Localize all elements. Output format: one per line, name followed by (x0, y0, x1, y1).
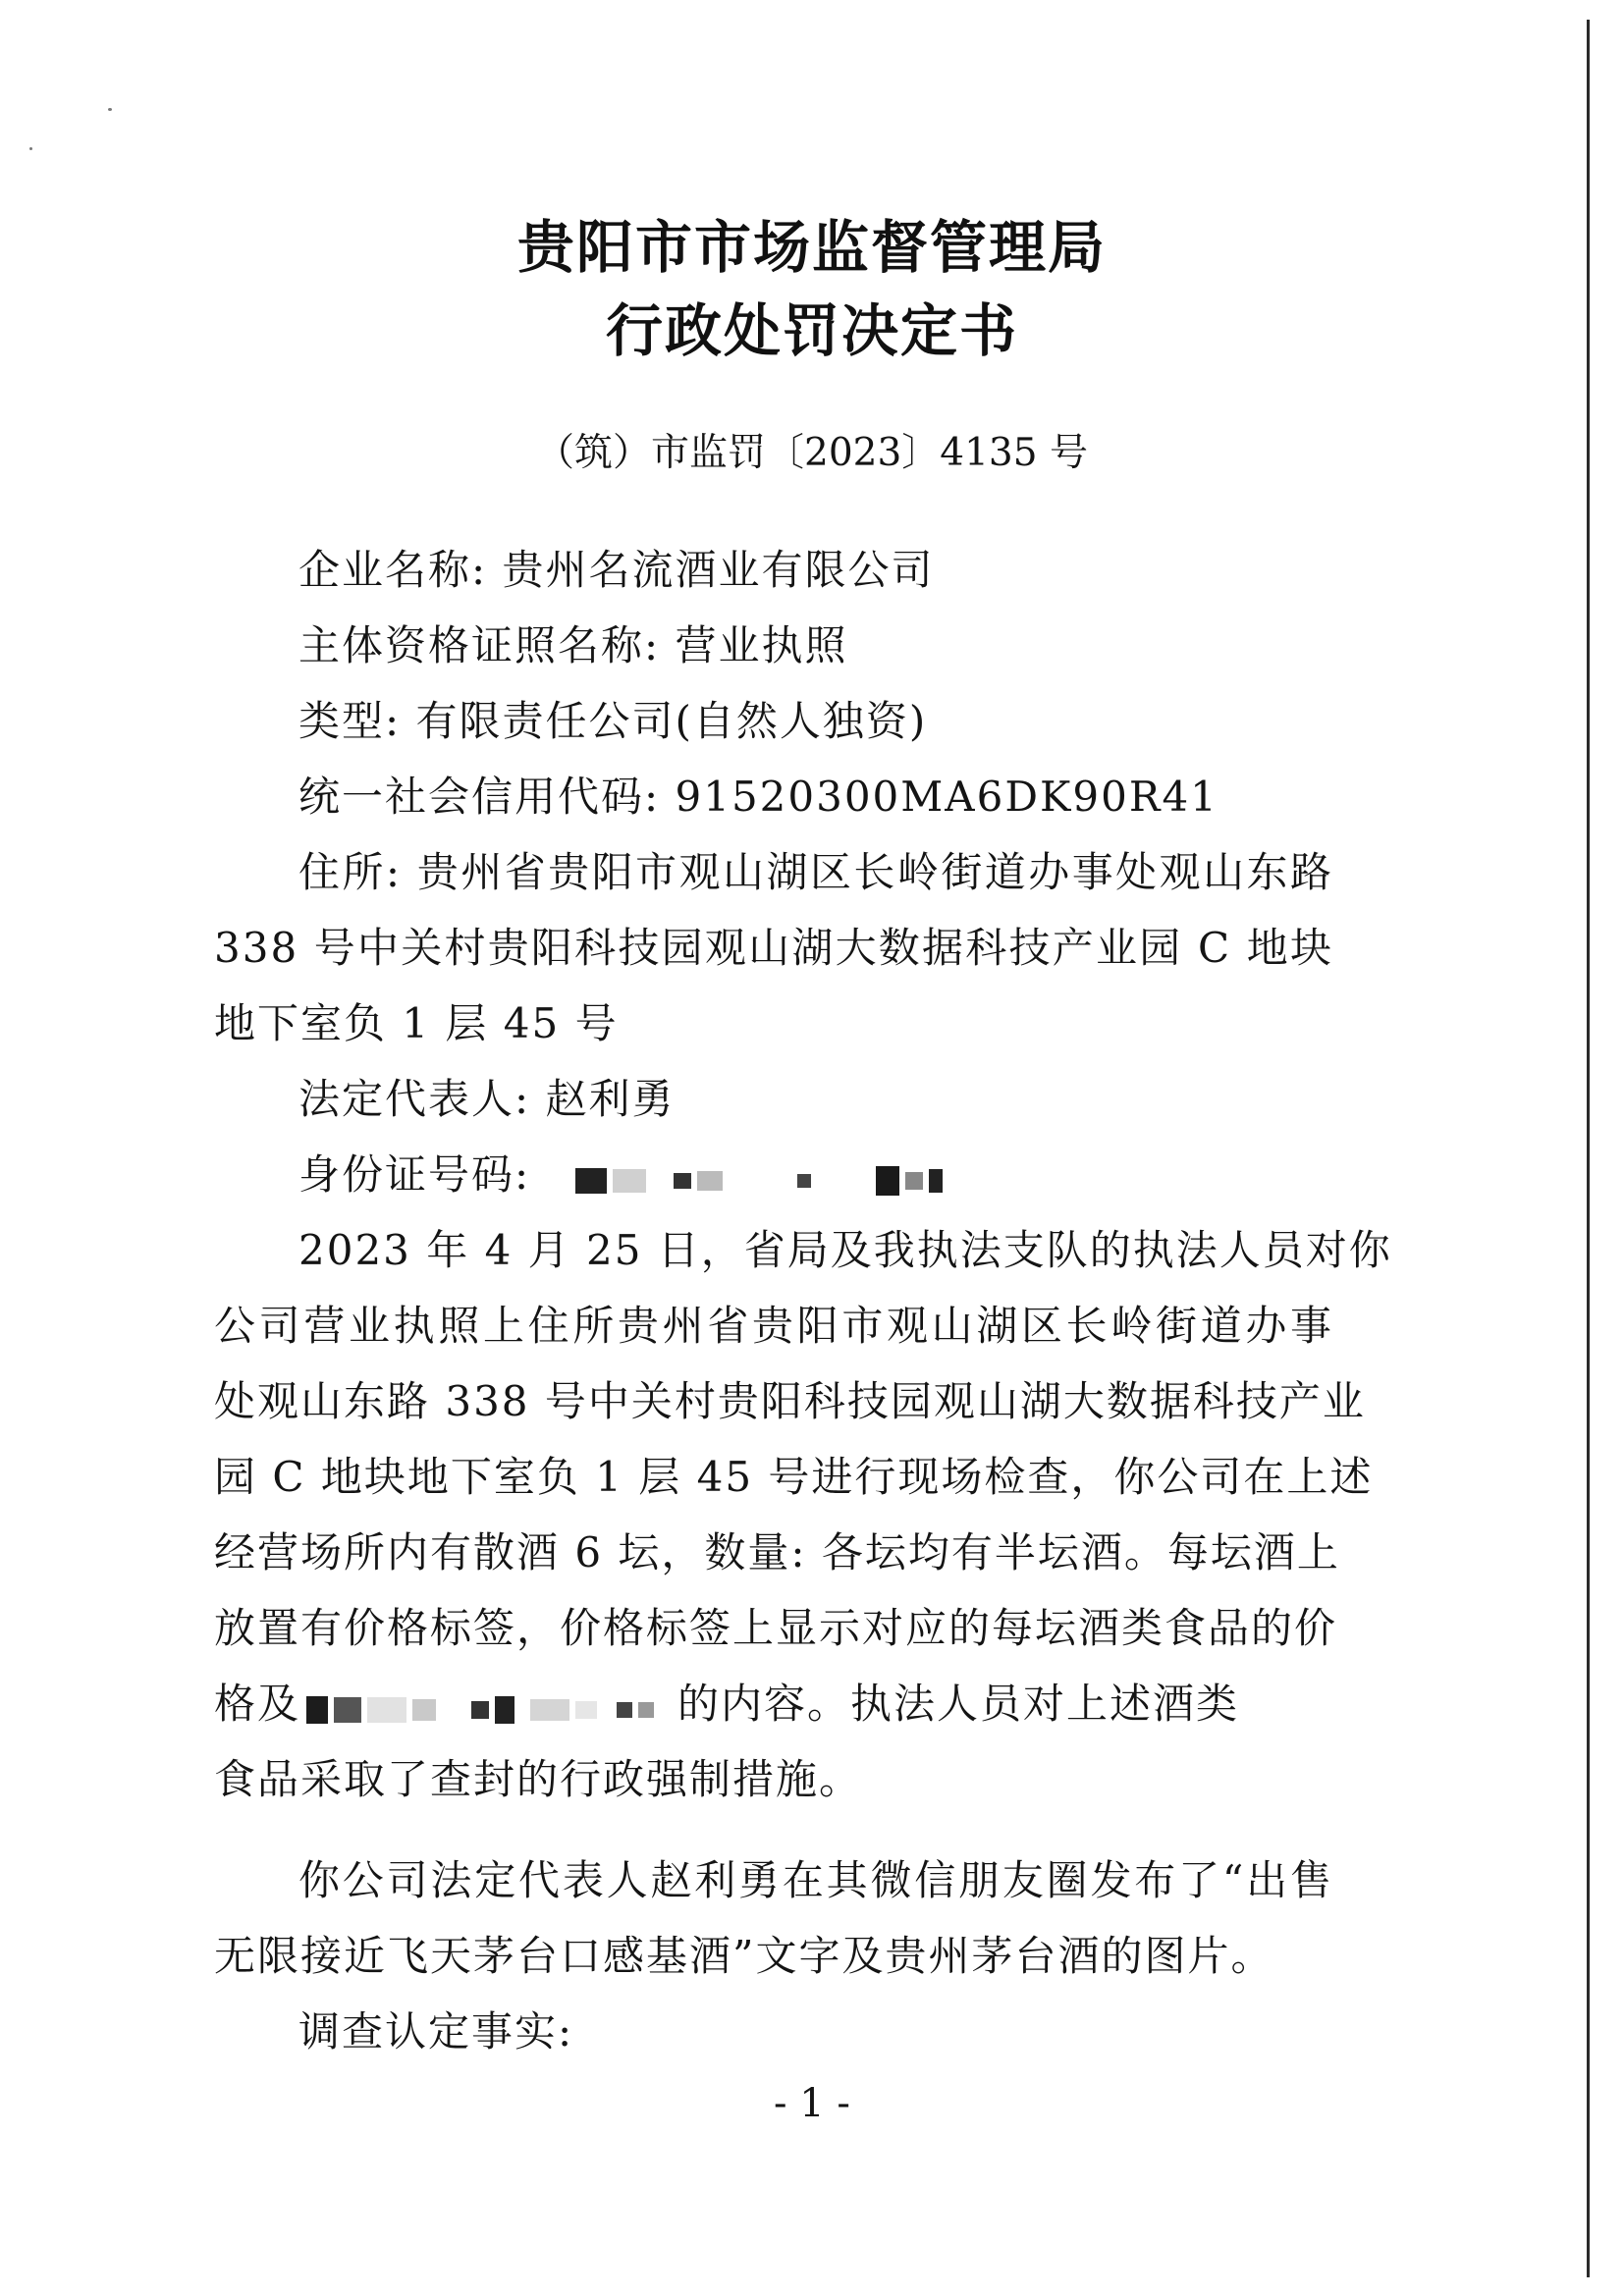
body-line: 经营场所内有散酒 6 坛，数量: 各坛均有半坛酒。每坛酒上 (214, 1528, 1340, 1576)
legal-rep-line: 法定代表人: 赵利勇 (298, 1075, 676, 1123)
price-label-redaction (306, 1682, 660, 1733)
authority-title: 贵阳市市场监督管理局 (516, 214, 1107, 281)
id-number-line (298, 1149, 1333, 1203)
body-text: 格及 (214, 1680, 301, 1728)
section-heading: 调查认定事实: (298, 2007, 574, 2056)
body-line: 园 C 地块地下室负 1 层 45 号进行现场检查，你公司在上述 (214, 1453, 1374, 1501)
body-line: 处观山东路 338 号中关村贵阳科技园观山湖大数据科技产业 (214, 1377, 1366, 1425)
address-line-3: 地下室负 1 层 45 号 (214, 999, 619, 1047)
address-line-2: 338 号中关村贵阳科技园观山湖大数据科技产业园 C 地块 (214, 924, 1333, 972)
document-number: （筑）市监罚〔2023〕4135 号 (536, 431, 1088, 475)
page-number: - 1 - (774, 2081, 850, 2126)
body-line: 2023 年 4 月 25 日，省局及我执法支队的执法人员对你 (298, 1226, 1392, 1274)
address-line-1: 住所: 贵州省贵阳市观山湖区长岭街道办事处观山东路 (298, 848, 1333, 896)
id-number-redaction (575, 1152, 948, 1203)
body-line: 公司营业执照上住所贵州省贵阳市观山湖区长岭街道办事 (214, 1302, 1333, 1350)
body-text: 的内容。执法人员对上述酒类 (677, 1680, 1240, 1728)
company-name-line: 企业名称: 贵州名流酒业有限公司 (298, 546, 935, 594)
body-line: 食品采取了查封的行政强制措施。 (214, 1755, 863, 1803)
body-line: 你公司法定代表人赵利勇在其微信朋友圈发布了“出售 (298, 1856, 1333, 1904)
document-type-title: 行政处罚决定书 (605, 297, 1018, 364)
license-type-line: 主体资格证照名称: 营业执照 (298, 621, 848, 669)
credit-code-line: 统一社会信用代码: 91520300MA6DK90R41 (298, 773, 1218, 821)
scan-speck (29, 147, 32, 150)
entity-type-line: 类型: 有限责任公司(自然人独资) (298, 697, 928, 745)
scan-speck (108, 108, 112, 111)
body-line: 无限接近飞天茅台口感基酒”文字及贵州茅台酒的图片。 (214, 1932, 1274, 1980)
body-line-with-redaction (214, 1679, 1333, 1733)
body-line: 放置有价格标签，价格标签上显示对应的每坛酒类食品的价 (214, 1604, 1338, 1652)
id-number-label: 身份证号码: (298, 1150, 531, 1199)
